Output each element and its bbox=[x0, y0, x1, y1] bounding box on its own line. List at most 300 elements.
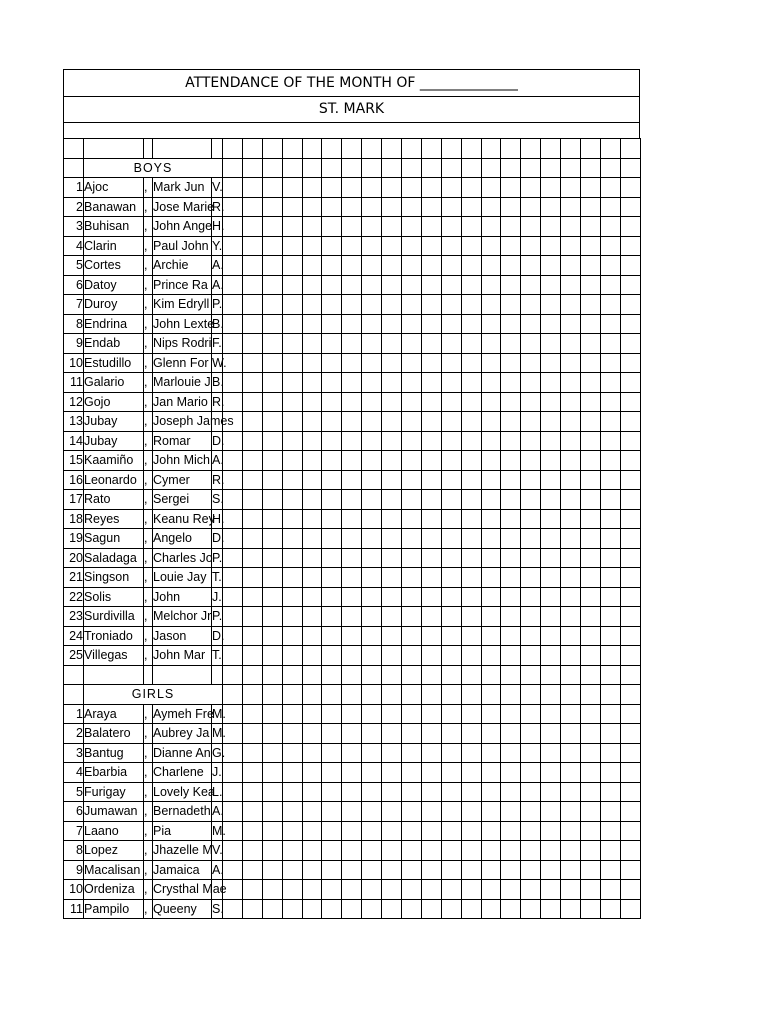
attendance-cell[interactable] bbox=[362, 743, 382, 763]
attendance-cell[interactable] bbox=[600, 490, 620, 510]
attendance-cell[interactable] bbox=[600, 665, 620, 685]
attendance-cell[interactable] bbox=[441, 646, 461, 666]
attendance-cell[interactable] bbox=[461, 412, 481, 432]
attendance-cell[interactable] bbox=[481, 626, 501, 646]
attendance-cell[interactable] bbox=[402, 334, 422, 354]
attendance-cell[interactable] bbox=[461, 451, 481, 471]
attendance-cell[interactable] bbox=[581, 646, 601, 666]
attendance-cell[interactable] bbox=[421, 685, 441, 705]
attendance-cell[interactable] bbox=[322, 158, 342, 178]
attendance-cell[interactable] bbox=[501, 587, 521, 607]
attendance-cell[interactable] bbox=[262, 841, 282, 861]
attendance-cell[interactable] bbox=[541, 236, 561, 256]
attendance-cell[interactable] bbox=[600, 373, 620, 393]
attendance-cell[interactable] bbox=[501, 607, 521, 627]
attendance-cell[interactable] bbox=[481, 880, 501, 900]
attendance-cell[interactable] bbox=[322, 314, 342, 334]
attendance-cell[interactable] bbox=[402, 431, 422, 451]
attendance-cell[interactable] bbox=[242, 607, 262, 627]
attendance-cell[interactable] bbox=[242, 548, 262, 568]
attendance-cell[interactable] bbox=[521, 880, 541, 900]
attendance-cell[interactable] bbox=[342, 860, 362, 880]
attendance-cell[interactable] bbox=[541, 548, 561, 568]
attendance-cell[interactable] bbox=[362, 334, 382, 354]
attendance-cell[interactable] bbox=[302, 334, 322, 354]
attendance-cell[interactable] bbox=[402, 880, 422, 900]
attendance-cell[interactable] bbox=[302, 841, 322, 861]
attendance-cell[interactable] bbox=[282, 178, 302, 198]
attendance-cell[interactable] bbox=[501, 295, 521, 315]
attendance-cell[interactable] bbox=[620, 665, 640, 685]
attendance-cell[interactable] bbox=[421, 529, 441, 549]
attendance-cell[interactable] bbox=[561, 802, 581, 822]
attendance-cell[interactable] bbox=[501, 256, 521, 276]
attendance-cell[interactable] bbox=[501, 529, 521, 549]
attendance-cell[interactable] bbox=[521, 314, 541, 334]
attendance-cell[interactable] bbox=[581, 197, 601, 217]
attendance-cell[interactable] bbox=[620, 197, 640, 217]
attendance-cell[interactable] bbox=[402, 665, 422, 685]
attendance-cell[interactable] bbox=[302, 607, 322, 627]
attendance-cell[interactable] bbox=[223, 587, 243, 607]
attendance-cell[interactable] bbox=[262, 158, 282, 178]
attendance-cell[interactable] bbox=[262, 314, 282, 334]
attendance-cell[interactable] bbox=[362, 431, 382, 451]
attendance-cell[interactable] bbox=[521, 256, 541, 276]
attendance-cell[interactable] bbox=[501, 626, 521, 646]
attendance-cell[interactable] bbox=[441, 236, 461, 256]
attendance-cell[interactable] bbox=[302, 490, 322, 510]
attendance-cell[interactable] bbox=[402, 353, 422, 373]
attendance-cell[interactable] bbox=[541, 685, 561, 705]
attendance-cell[interactable] bbox=[581, 802, 601, 822]
attendance-cell[interactable] bbox=[521, 724, 541, 744]
attendance-cell[interactable] bbox=[382, 802, 402, 822]
attendance-cell[interactable] bbox=[362, 860, 382, 880]
attendance-cell[interactable] bbox=[242, 158, 262, 178]
attendance-cell[interactable] bbox=[421, 431, 441, 451]
attendance-cell[interactable] bbox=[382, 841, 402, 861]
attendance-cell[interactable] bbox=[441, 412, 461, 432]
attendance-cell[interactable] bbox=[521, 392, 541, 412]
attendance-cell[interactable] bbox=[441, 763, 461, 783]
attendance-cell[interactable] bbox=[322, 529, 342, 549]
attendance-cell[interactable] bbox=[620, 236, 640, 256]
attendance-cell[interactable] bbox=[382, 314, 402, 334]
attendance-cell[interactable] bbox=[600, 841, 620, 861]
attendance-cell[interactable] bbox=[282, 197, 302, 217]
attendance-cell[interactable] bbox=[481, 295, 501, 315]
attendance-cell[interactable] bbox=[421, 802, 441, 822]
attendance-cell[interactable] bbox=[600, 256, 620, 276]
attendance-cell[interactable] bbox=[223, 899, 243, 919]
attendance-cell[interactable] bbox=[282, 899, 302, 919]
attendance-cell[interactable] bbox=[362, 314, 382, 334]
attendance-cell[interactable] bbox=[600, 607, 620, 627]
attendance-cell[interactable] bbox=[521, 431, 541, 451]
attendance-cell[interactable] bbox=[402, 470, 422, 490]
attendance-cell[interactable] bbox=[561, 236, 581, 256]
attendance-cell[interactable] bbox=[461, 217, 481, 237]
attendance-cell[interactable] bbox=[541, 353, 561, 373]
attendance-cell[interactable] bbox=[382, 490, 402, 510]
attendance-cell[interactable] bbox=[620, 529, 640, 549]
attendance-cell[interactable] bbox=[481, 763, 501, 783]
attendance-cell[interactable] bbox=[521, 158, 541, 178]
attendance-cell[interactable] bbox=[223, 392, 243, 412]
attendance-cell[interactable] bbox=[362, 548, 382, 568]
attendance-cell[interactable] bbox=[481, 587, 501, 607]
attendance-cell[interactable] bbox=[262, 197, 282, 217]
attendance-cell[interactable] bbox=[242, 236, 262, 256]
attendance-cell[interactable] bbox=[382, 568, 402, 588]
attendance-cell[interactable] bbox=[501, 880, 521, 900]
attendance-cell[interactable] bbox=[402, 899, 422, 919]
attendance-cell[interactable] bbox=[600, 548, 620, 568]
attendance-cell[interactable] bbox=[421, 451, 441, 471]
attendance-cell[interactable] bbox=[620, 821, 640, 841]
attendance-cell[interactable] bbox=[561, 646, 581, 666]
attendance-cell[interactable] bbox=[441, 431, 461, 451]
attendance-cell[interactable] bbox=[362, 158, 382, 178]
attendance-cell[interactable] bbox=[342, 451, 362, 471]
attendance-cell[interactable] bbox=[302, 665, 322, 685]
attendance-cell[interactable] bbox=[481, 743, 501, 763]
attendance-cell[interactable] bbox=[322, 509, 342, 529]
attendance-cell[interactable] bbox=[541, 431, 561, 451]
attendance-cell[interactable] bbox=[382, 451, 402, 471]
attendance-cell[interactable] bbox=[302, 509, 322, 529]
attendance-cell[interactable] bbox=[441, 158, 461, 178]
attendance-cell[interactable] bbox=[581, 295, 601, 315]
attendance-cell[interactable] bbox=[481, 236, 501, 256]
attendance-cell[interactable] bbox=[382, 334, 402, 354]
attendance-cell[interactable] bbox=[481, 178, 501, 198]
attendance-cell[interactable] bbox=[362, 899, 382, 919]
attendance-cell[interactable] bbox=[282, 743, 302, 763]
attendance-cell[interactable] bbox=[521, 275, 541, 295]
attendance-cell[interactable] bbox=[302, 646, 322, 666]
attendance-cell[interactable] bbox=[461, 587, 481, 607]
attendance-cell[interactable] bbox=[521, 197, 541, 217]
attendance-cell[interactable] bbox=[282, 568, 302, 588]
attendance-cell[interactable] bbox=[342, 626, 362, 646]
attendance-cell[interactable] bbox=[262, 451, 282, 471]
attendance-cell[interactable] bbox=[302, 626, 322, 646]
attendance-cell[interactable] bbox=[600, 782, 620, 802]
attendance-cell[interactable] bbox=[600, 412, 620, 432]
attendance-cell[interactable] bbox=[541, 470, 561, 490]
attendance-cell[interactable] bbox=[322, 782, 342, 802]
attendance-cell[interactable] bbox=[620, 314, 640, 334]
attendance-cell[interactable] bbox=[581, 509, 601, 529]
attendance-cell[interactable] bbox=[322, 607, 342, 627]
attendance-cell[interactable] bbox=[402, 763, 422, 783]
attendance-cell[interactable] bbox=[242, 178, 262, 198]
attendance-cell[interactable] bbox=[282, 763, 302, 783]
attendance-cell[interactable] bbox=[600, 217, 620, 237]
attendance-cell[interactable] bbox=[262, 392, 282, 412]
attendance-cell[interactable] bbox=[362, 782, 382, 802]
attendance-cell[interactable] bbox=[223, 626, 243, 646]
attendance-cell[interactable] bbox=[421, 607, 441, 627]
attendance-cell[interactable] bbox=[561, 821, 581, 841]
attendance-cell[interactable] bbox=[382, 899, 402, 919]
attendance-cell[interactable] bbox=[223, 334, 243, 354]
attendance-cell[interactable] bbox=[362, 685, 382, 705]
attendance-cell[interactable] bbox=[342, 743, 362, 763]
attendance-cell[interactable] bbox=[541, 665, 561, 685]
attendance-cell[interactable] bbox=[501, 334, 521, 354]
attendance-cell[interactable] bbox=[501, 431, 521, 451]
attendance-cell[interactable] bbox=[421, 139, 441, 159]
attendance-cell[interactable] bbox=[362, 509, 382, 529]
attendance-cell[interactable] bbox=[421, 763, 441, 783]
attendance-cell[interactable] bbox=[501, 665, 521, 685]
attendance-cell[interactable] bbox=[561, 782, 581, 802]
attendance-cell[interactable] bbox=[342, 548, 362, 568]
attendance-cell[interactable] bbox=[501, 314, 521, 334]
attendance-cell[interactable] bbox=[322, 548, 342, 568]
attendance-cell[interactable] bbox=[242, 217, 262, 237]
attendance-cell[interactable] bbox=[581, 899, 601, 919]
attendance-cell[interactable] bbox=[362, 236, 382, 256]
attendance-cell[interactable] bbox=[223, 256, 243, 276]
attendance-cell[interactable] bbox=[481, 158, 501, 178]
attendance-cell[interactable] bbox=[620, 373, 640, 393]
attendance-cell[interactable] bbox=[561, 860, 581, 880]
attendance-cell[interactable] bbox=[421, 490, 441, 510]
attendance-cell[interactable] bbox=[223, 158, 243, 178]
attendance-cell[interactable] bbox=[620, 860, 640, 880]
attendance-cell[interactable] bbox=[262, 802, 282, 822]
attendance-cell[interactable] bbox=[561, 529, 581, 549]
attendance-cell[interactable] bbox=[521, 802, 541, 822]
attendance-cell[interactable] bbox=[242, 802, 262, 822]
attendance-cell[interactable] bbox=[382, 665, 402, 685]
attendance-cell[interactable] bbox=[421, 646, 441, 666]
attendance-cell[interactable] bbox=[441, 899, 461, 919]
attendance-cell[interactable] bbox=[541, 626, 561, 646]
attendance-cell[interactable] bbox=[342, 275, 362, 295]
attendance-cell[interactable] bbox=[481, 860, 501, 880]
attendance-cell[interactable] bbox=[382, 529, 402, 549]
attendance-cell[interactable] bbox=[362, 821, 382, 841]
attendance-cell[interactable] bbox=[581, 373, 601, 393]
attendance-cell[interactable] bbox=[382, 821, 402, 841]
attendance-cell[interactable] bbox=[382, 685, 402, 705]
attendance-cell[interactable] bbox=[362, 178, 382, 198]
attendance-cell[interactable] bbox=[262, 821, 282, 841]
attendance-cell[interactable] bbox=[322, 178, 342, 198]
attendance-cell[interactable] bbox=[342, 217, 362, 237]
attendance-cell[interactable] bbox=[402, 178, 422, 198]
attendance-cell[interactable] bbox=[541, 412, 561, 432]
attendance-cell[interactable] bbox=[600, 431, 620, 451]
attendance-cell[interactable] bbox=[282, 139, 302, 159]
attendance-cell[interactable] bbox=[242, 431, 262, 451]
attendance-cell[interactable] bbox=[262, 470, 282, 490]
attendance-cell[interactable] bbox=[421, 665, 441, 685]
attendance-cell[interactable] bbox=[461, 470, 481, 490]
attendance-cell[interactable] bbox=[561, 509, 581, 529]
attendance-cell[interactable] bbox=[521, 587, 541, 607]
attendance-cell[interactable] bbox=[302, 568, 322, 588]
attendance-cell[interactable] bbox=[242, 821, 262, 841]
attendance-cell[interactable] bbox=[382, 607, 402, 627]
attendance-cell[interactable] bbox=[322, 821, 342, 841]
attendance-cell[interactable] bbox=[441, 314, 461, 334]
attendance-cell[interactable] bbox=[362, 139, 382, 159]
attendance-cell[interactable] bbox=[242, 139, 262, 159]
attendance-cell[interactable] bbox=[481, 665, 501, 685]
attendance-cell[interactable] bbox=[561, 295, 581, 315]
attendance-cell[interactable] bbox=[461, 158, 481, 178]
attendance-cell[interactable] bbox=[421, 197, 441, 217]
attendance-cell[interactable] bbox=[382, 412, 402, 432]
attendance-cell[interactable] bbox=[421, 334, 441, 354]
attendance-cell[interactable] bbox=[402, 860, 422, 880]
attendance-cell[interactable] bbox=[262, 509, 282, 529]
attendance-cell[interactable] bbox=[242, 704, 262, 724]
attendance-cell[interactable] bbox=[262, 724, 282, 744]
attendance-cell[interactable] bbox=[421, 724, 441, 744]
attendance-cell[interactable] bbox=[481, 899, 501, 919]
attendance-cell[interactable] bbox=[521, 685, 541, 705]
attendance-cell[interactable] bbox=[481, 275, 501, 295]
attendance-cell[interactable] bbox=[521, 626, 541, 646]
attendance-cell[interactable] bbox=[501, 470, 521, 490]
attendance-cell[interactable] bbox=[382, 724, 402, 744]
attendance-cell[interactable] bbox=[600, 139, 620, 159]
attendance-cell[interactable] bbox=[382, 860, 402, 880]
attendance-cell[interactable] bbox=[242, 373, 262, 393]
attendance-cell[interactable] bbox=[600, 178, 620, 198]
attendance-cell[interactable] bbox=[620, 607, 640, 627]
attendance-cell[interactable] bbox=[441, 802, 461, 822]
attendance-cell[interactable] bbox=[561, 724, 581, 744]
attendance-cell[interactable] bbox=[382, 236, 402, 256]
attendance-cell[interactable] bbox=[600, 509, 620, 529]
attendance-cell[interactable] bbox=[242, 568, 262, 588]
attendance-cell[interactable] bbox=[441, 880, 461, 900]
attendance-cell[interactable] bbox=[441, 568, 461, 588]
attendance-cell[interactable] bbox=[581, 451, 601, 471]
attendance-cell[interactable] bbox=[342, 314, 362, 334]
attendance-cell[interactable] bbox=[620, 743, 640, 763]
attendance-cell[interactable] bbox=[242, 197, 262, 217]
attendance-cell[interactable] bbox=[382, 704, 402, 724]
attendance-cell[interactable] bbox=[441, 724, 461, 744]
attendance-cell[interactable] bbox=[481, 607, 501, 627]
attendance-cell[interactable] bbox=[620, 802, 640, 822]
attendance-cell[interactable] bbox=[421, 178, 441, 198]
attendance-cell[interactable] bbox=[501, 782, 521, 802]
attendance-cell[interactable] bbox=[600, 802, 620, 822]
attendance-cell[interactable] bbox=[302, 685, 322, 705]
attendance-cell[interactable] bbox=[342, 802, 362, 822]
attendance-cell[interactable] bbox=[382, 880, 402, 900]
attendance-cell[interactable] bbox=[620, 841, 640, 861]
attendance-cell[interactable] bbox=[481, 685, 501, 705]
attendance-cell[interactable] bbox=[282, 607, 302, 627]
attendance-cell[interactable] bbox=[262, 607, 282, 627]
attendance-cell[interactable] bbox=[600, 353, 620, 373]
attendance-cell[interactable] bbox=[421, 821, 441, 841]
attendance-cell[interactable] bbox=[521, 743, 541, 763]
attendance-cell[interactable] bbox=[242, 743, 262, 763]
attendance-cell[interactable] bbox=[242, 451, 262, 471]
attendance-cell[interactable] bbox=[282, 392, 302, 412]
attendance-cell[interactable] bbox=[581, 880, 601, 900]
attendance-cell[interactable] bbox=[302, 373, 322, 393]
attendance-cell[interactable] bbox=[541, 860, 561, 880]
attendance-cell[interactable] bbox=[481, 782, 501, 802]
attendance-cell[interactable] bbox=[342, 880, 362, 900]
attendance-cell[interactable] bbox=[441, 334, 461, 354]
attendance-cell[interactable] bbox=[581, 724, 601, 744]
attendance-cell[interactable] bbox=[282, 470, 302, 490]
attendance-cell[interactable] bbox=[342, 509, 362, 529]
attendance-cell[interactable] bbox=[322, 353, 342, 373]
attendance-cell[interactable] bbox=[302, 587, 322, 607]
attendance-cell[interactable] bbox=[262, 763, 282, 783]
attendance-cell[interactable] bbox=[481, 217, 501, 237]
attendance-cell[interactable] bbox=[402, 256, 422, 276]
attendance-cell[interactable] bbox=[441, 841, 461, 861]
attendance-cell[interactable] bbox=[402, 275, 422, 295]
attendance-cell[interactable] bbox=[322, 451, 342, 471]
attendance-cell[interactable] bbox=[461, 295, 481, 315]
attendance-cell[interactable] bbox=[441, 704, 461, 724]
attendance-cell[interactable] bbox=[461, 821, 481, 841]
attendance-cell[interactable] bbox=[600, 646, 620, 666]
attendance-cell[interactable] bbox=[402, 548, 422, 568]
attendance-cell[interactable] bbox=[302, 139, 322, 159]
attendance-cell[interactable] bbox=[521, 470, 541, 490]
attendance-cell[interactable] bbox=[362, 704, 382, 724]
attendance-cell[interactable] bbox=[581, 587, 601, 607]
attendance-cell[interactable] bbox=[561, 470, 581, 490]
attendance-cell[interactable] bbox=[501, 373, 521, 393]
attendance-cell[interactable] bbox=[322, 275, 342, 295]
attendance-cell[interactable] bbox=[620, 509, 640, 529]
attendance-cell[interactable] bbox=[461, 139, 481, 159]
attendance-cell[interactable] bbox=[322, 470, 342, 490]
attendance-cell[interactable] bbox=[581, 607, 601, 627]
attendance-cell[interactable] bbox=[362, 392, 382, 412]
attendance-cell[interactable] bbox=[342, 373, 362, 393]
attendance-cell[interactable] bbox=[223, 568, 243, 588]
attendance-cell[interactable] bbox=[382, 743, 402, 763]
attendance-cell[interactable] bbox=[402, 529, 422, 549]
attendance-cell[interactable] bbox=[441, 295, 461, 315]
attendance-cell[interactable] bbox=[541, 314, 561, 334]
attendance-cell[interactable] bbox=[561, 431, 581, 451]
attendance-cell[interactable] bbox=[302, 236, 322, 256]
attendance-cell[interactable] bbox=[561, 334, 581, 354]
attendance-cell[interactable] bbox=[421, 626, 441, 646]
attendance-cell[interactable] bbox=[242, 412, 262, 432]
attendance-cell[interactable] bbox=[441, 782, 461, 802]
attendance-cell[interactable] bbox=[581, 626, 601, 646]
attendance-cell[interactable] bbox=[402, 646, 422, 666]
attendance-cell[interactable] bbox=[541, 763, 561, 783]
attendance-cell[interactable] bbox=[262, 529, 282, 549]
attendance-cell[interactable] bbox=[620, 626, 640, 646]
attendance-cell[interactable] bbox=[620, 412, 640, 432]
attendance-cell[interactable] bbox=[441, 275, 461, 295]
